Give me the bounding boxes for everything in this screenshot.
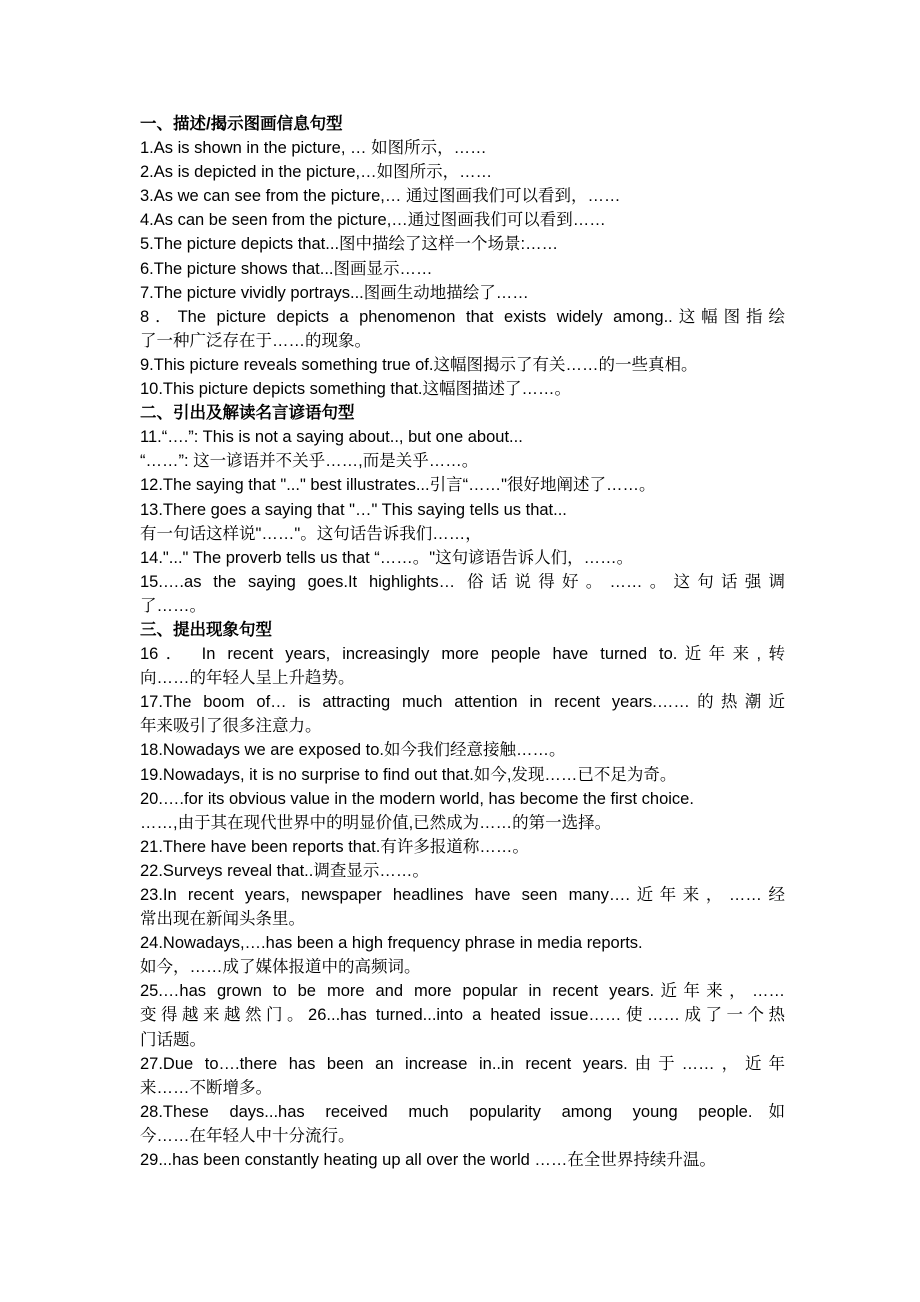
text-line: “……”: 这一谚语并不关乎……,而是关乎……。 (140, 452, 479, 471)
text-line: 14."..." The proverb tells us that “……。"这句谚语告诉人们，……。 (140, 548, 634, 567)
text-line: 15.….as the saying goes.It highlights… 俗话说得好。……。这句话强调 (140, 572, 785, 591)
text-line: 1.As is shown in the picture, … 如图所示，…… (140, 139, 487, 158)
text-line: 7.The picture vividly portrays...图画生动地描绘了…… (140, 283, 529, 302)
section-heading: 三、提出现象句型 (140, 620, 272, 639)
text-line: 6.The picture shows that...图画显示…… (140, 259, 433, 278)
text-line: 16． In recent years, increasingly more people have turned to.近年来,转 (140, 645, 785, 664)
text-line: 今……在年轻人中十分流行。 (140, 1126, 355, 1145)
text-line: 29...has been constantly heating up all over the world ……在全世界持续升温。 (140, 1151, 716, 1170)
text-line: 4.As can be seen from the picture,…通过图画我们可以看到…… (140, 211, 606, 230)
text-line: 向……的年轻人呈上升趋势。 (140, 669, 355, 688)
text-line: 19.Nowadays, it is no surprise to find out that.如今,发现……已不足为奇。 (140, 765, 677, 784)
text-line: 2.As is depicted in the picture,…如图所示，…… (140, 163, 493, 182)
text-line: 21.There have been reports that.有许多报道称……。 (140, 837, 529, 856)
text-line: 如今，……成了媒体报道中的高频词。 (140, 958, 421, 977)
text-line: 10.This picture depicts something that.这幅图描述了……。 (140, 380, 571, 399)
text-line: 24.Nowadays,….has been a high frequency phrase in media reports. (140, 934, 643, 953)
text-line: 来……不断增多。 (140, 1078, 272, 1097)
text-line: 了……。 (140, 596, 206, 615)
document-body (140, 112, 785, 1172)
text-line: 20.….for its obvious value in the modern world, has become the first choice. (140, 789, 694, 808)
text-line: 28.These days...has received much popularity among young people.如 (140, 1102, 785, 1121)
text-line: 13.There goes a saying that "…" This saying tells us that... (140, 500, 567, 519)
text-line: 27.Due to….there has been an increase in..in recent years.由于……，近年 (140, 1054, 785, 1073)
text-line: 12.The saying that "..." best illustrates...引言“……"很好地阐述了……。 (140, 476, 656, 495)
section-heading: 一、描述/揭示图画信息句型 (140, 115, 343, 133)
text-line: 常出现在新闻头条里。 (140, 910, 305, 929)
text-line: 5.The picture depicts that...图中描绘了这样一个场景:…… (140, 235, 559, 254)
text-line: 23.In recent years, newspaper headlines have seen many….近年来，……经 (140, 886, 785, 904)
text-line: 8．The picture depicts a phenomenon that exists widely among..这幅图指绘 (140, 307, 785, 326)
text-line: 门话题。 (140, 1030, 206, 1049)
section-heading: 二、引出及解读名言谚语句型 (140, 404, 355, 423)
text-line: 17.The boom of… is attracting much attention in recent years.……的热潮近 (140, 693, 785, 712)
text-line: ……,由于其在现代世界中的明显价值,已然成为……的第一选择。 (140, 813, 612, 832)
text-line: 9.This picture reveals something true of.这幅图揭示了有关……的一些真相。 (140, 355, 698, 374)
text-line: 年来吸引了很多注意力。 (140, 717, 322, 736)
text-line: 22.Surveys reveal that..调查显示……。 (140, 861, 429, 880)
text-line: 了一种广泛存在于……的现象。 (140, 331, 371, 350)
text-line: 11.“….”: This is not a saying about.., but one about... (140, 428, 523, 447)
text-line: 3.As we can see from the picture,… 通过图画我们可以看到，…… (140, 187, 621, 206)
text-line: 25.…has grown to be more and more popular in recent years.近年来，…… (140, 982, 785, 1001)
text-line: 18.Nowadays we are exposed to.如今我们经意接触……。 (140, 741, 566, 760)
text-line: 变得越来越然门。26...has turned...into a heated issue……使……成了一个热 (140, 1006, 785, 1025)
text-line: 有一句话这样说"……"。这句话告诉我们……， (140, 524, 482, 543)
